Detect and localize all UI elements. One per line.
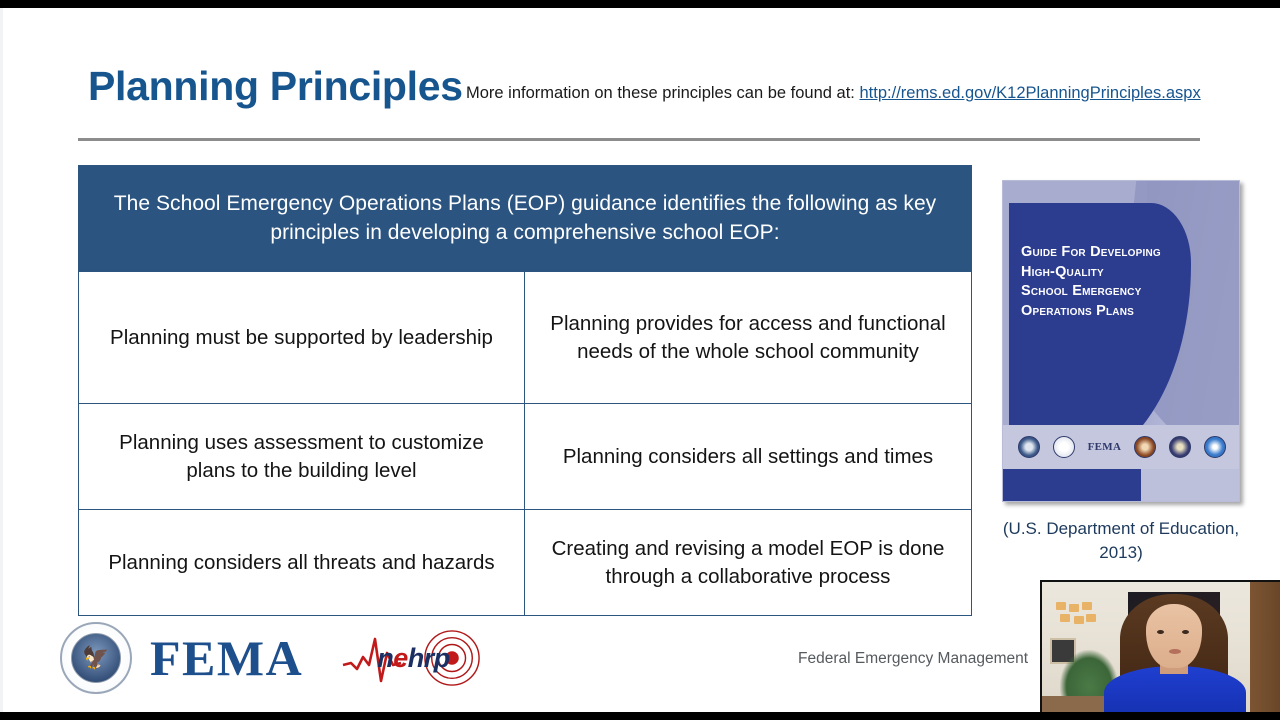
doj-seal-icon	[1134, 436, 1156, 458]
principle-cell: Planning must be supported by leadership	[79, 272, 525, 403]
cover-title	[1021, 243, 1187, 321]
book-figure	[1002, 180, 1240, 565]
book-caption: (U.S. Department of Education, 2013)	[1002, 519, 1240, 562]
nehrp-word-post: hrp	[407, 643, 450, 673]
cover-title-line: High-Quality	[1021, 263, 1104, 280]
table-row	[79, 271, 971, 403]
table-banner: The School Emergency Operations Plans (EOP) guidance identifies the following as key principles in developing a comprehensive school EOP:	[79, 166, 971, 271]
cover-agency-seal-bar	[1003, 425, 1240, 469]
title-divider	[78, 138, 1200, 141]
footer-text: Federal Emergency Management	[798, 650, 1029, 667]
slide-canvas	[0, 8, 1280, 712]
principle-cell: Planning provides for access and functional needs of the whole school community	[550, 311, 946, 363]
hhs-seal-icon	[1204, 436, 1226, 458]
cover-title-line: Guide For Developing	[1021, 244, 1161, 260]
presenter-webcam-overlay[interactable]	[1040, 580, 1280, 712]
header-note	[466, 84, 1201, 103]
page-title: Planning Principles	[88, 63, 463, 109]
dhs-seal-icon	[60, 622, 132, 694]
principles-table	[78, 165, 972, 616]
cover-fema-label: FEMA	[1087, 441, 1122, 453]
principle-cell: Planning considers all settings and times	[562, 444, 934, 468]
letterbox-top-bar	[0, 0, 1280, 8]
nehrp-wordmark	[377, 643, 450, 674]
table-row	[79, 509, 971, 615]
presenter-face	[1146, 604, 1202, 668]
webcam-sticky-notes	[1056, 602, 1096, 636]
letterbox-bottom-bar	[0, 712, 1280, 720]
principle-cell: Planning considers all threats and hazards	[79, 510, 525, 615]
presenter-mouth	[1169, 649, 1181, 654]
nehrp-logo	[347, 627, 483, 689]
principle-cell: Planning uses assessment to customize plans to the building level	[79, 404, 525, 509]
dhs-seal-icon	[1053, 436, 1075, 458]
principle-cell: Creating and revising a model EOP is done through a collaborative process	[551, 536, 945, 588]
cover-footer-band	[1003, 469, 1240, 501]
fema-wordmark: FEMA	[150, 630, 304, 686]
fbi-seal-icon	[1169, 436, 1191, 458]
planning-principles-link[interactable]: http://rems.ed.gov/K12PlanningPrinciples.aspx	[859, 84, 1201, 102]
ed-seal-icon	[1018, 436, 1040, 458]
cover-title-line: School Emergency	[1021, 283, 1142, 299]
nehrp-word-highlight: e	[393, 643, 408, 673]
eop-guide-cover-image	[1002, 180, 1240, 502]
nehrp-word-pre: n	[377, 643, 394, 673]
webcam-door	[1250, 582, 1280, 712]
webcam-room-background	[1042, 582, 1280, 712]
presenter-eye-left	[1157, 630, 1164, 634]
cover-title-line: Operations Plans	[1021, 302, 1134, 319]
presenter-eye-right	[1182, 630, 1189, 634]
header-note-text: More information on these principles can be found at:	[466, 84, 855, 102]
slide-left-edge	[0, 8, 3, 712]
table-row	[79, 403, 971, 509]
eagle-icon: 🦅	[82, 645, 110, 670]
footer-logo-bar	[60, 622, 483, 694]
